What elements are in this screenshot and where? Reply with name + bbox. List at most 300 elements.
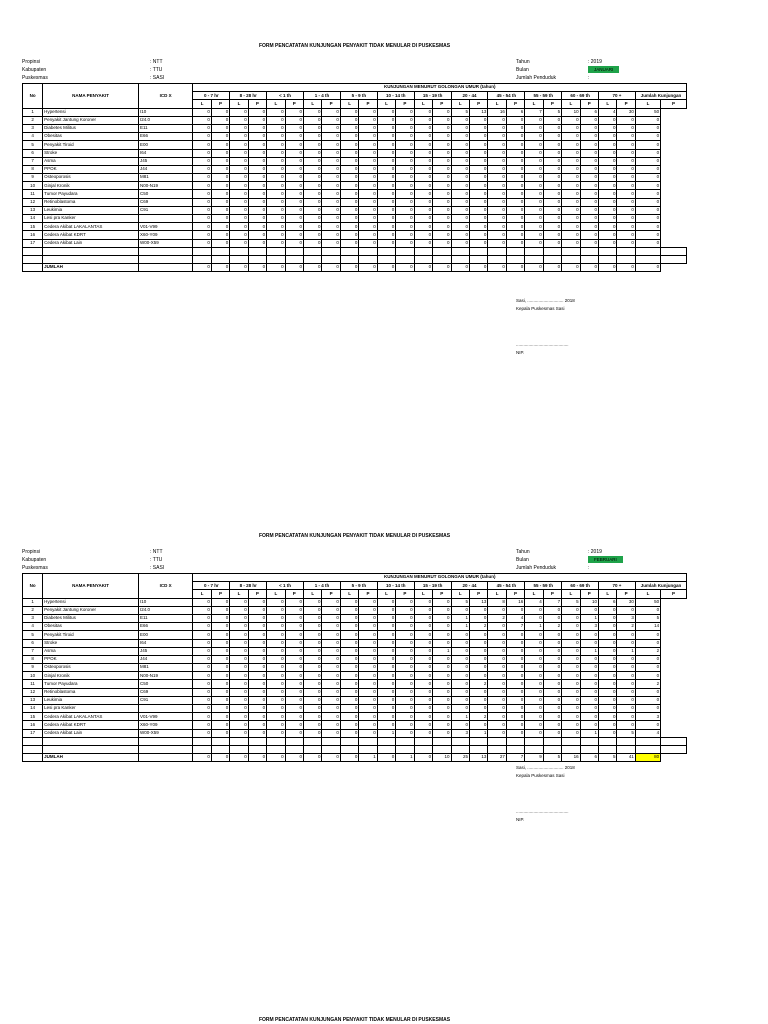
cell-value: 0 xyxy=(267,141,285,149)
cell-empty xyxy=(451,745,469,753)
cell-value: 0 xyxy=(377,215,395,223)
cell-value: 0 xyxy=(599,705,617,713)
cell-value: 0 xyxy=(377,149,395,157)
cell-value: 0 xyxy=(433,705,451,713)
cell-value: 0 xyxy=(599,655,617,663)
cell-value: 0 xyxy=(248,614,266,622)
cell-icd: N00-N19 xyxy=(138,182,192,190)
cell-value: 0 xyxy=(377,721,395,729)
cell-value: 0 xyxy=(340,124,358,132)
cell-value: 0 xyxy=(340,190,358,198)
cell-empty xyxy=(469,247,487,255)
cell-value: 0 xyxy=(506,729,524,737)
cell-value: 0 xyxy=(248,190,266,198)
cell-empty xyxy=(43,255,139,263)
cell-value: 0 xyxy=(396,108,414,116)
col-l: L xyxy=(340,590,358,598)
cell-value: 0 xyxy=(433,680,451,688)
table-row xyxy=(23,721,687,729)
cell-value: 0 xyxy=(359,655,377,663)
cell-value: 0 xyxy=(525,688,543,696)
blank-row xyxy=(23,737,687,745)
cell-value: 0 xyxy=(285,631,303,639)
kunjungan-table xyxy=(22,83,687,272)
cell-value: 0 xyxy=(488,721,506,729)
cell-value: 0 xyxy=(193,672,211,680)
jumlah-value: 0 xyxy=(488,264,506,272)
cell-value: 0 xyxy=(322,149,340,157)
cell-value: 0 xyxy=(359,688,377,696)
cell-icd: C69 xyxy=(138,688,192,696)
cell-value: 7 xyxy=(506,623,524,631)
cell-value: 0 xyxy=(396,190,414,198)
cell-value: 0 xyxy=(562,606,580,614)
table-row xyxy=(23,174,687,182)
cell-value: 0 xyxy=(506,165,524,173)
jumlah-value: 0 xyxy=(304,754,322,762)
cell-value: 0 xyxy=(304,647,322,655)
jumlah-value: 0 xyxy=(433,264,451,272)
cell-value: 0 xyxy=(562,124,580,132)
blank-row xyxy=(23,247,687,255)
penduduk-label: Jumlah Penduduk xyxy=(516,75,557,81)
cell-value: 0 xyxy=(340,116,358,124)
cell-value: 0 xyxy=(469,721,487,729)
cell-value: 0 xyxy=(525,124,543,132)
cell-empty xyxy=(248,255,266,263)
cell-value: 0 xyxy=(396,696,414,704)
place-date: Sasi, ............................. 2018 xyxy=(516,298,575,303)
cell-value: 0 xyxy=(414,165,432,173)
cell-value: 0 xyxy=(433,729,451,737)
cell-icd: N00-N19 xyxy=(138,672,192,680)
cell-value: 0 xyxy=(248,631,266,639)
cell-value: 0 xyxy=(285,215,303,223)
cell-value: 1 xyxy=(580,647,598,655)
puskesmas-value: : SASI xyxy=(150,75,165,81)
cell-value: 0 xyxy=(248,174,266,182)
cell-value: 0 xyxy=(267,614,285,622)
cell-value: 0 xyxy=(304,124,322,132)
cell-value: 30 xyxy=(617,598,635,606)
cell-value: 0 xyxy=(396,705,414,713)
propinsi-label: Propinsi xyxy=(22,549,41,555)
col-no: No xyxy=(23,574,43,599)
col-age-group: < 1 th xyxy=(267,92,304,100)
col-icd: ICD X xyxy=(138,574,192,599)
cell-nama-penyakit: Cedera Akibat KDRT xyxy=(43,231,139,239)
cell-value: 0 xyxy=(469,198,487,206)
cell-empty xyxy=(377,737,395,745)
cell-nama-penyakit: Stroke xyxy=(43,639,139,647)
cell-value: 0 xyxy=(377,614,395,622)
table-row xyxy=(23,631,687,639)
jumlah-value: 6 xyxy=(580,754,598,762)
puskesmas-label: Puskesmas xyxy=(22,75,48,81)
cell-no: 3 xyxy=(23,614,43,622)
cell-value: 0 xyxy=(469,223,487,231)
cell-value: 0 xyxy=(543,116,561,124)
cell-nama-penyakit: Retinoblastoma xyxy=(43,198,139,206)
cell-value: 0 xyxy=(451,231,469,239)
cell-value: 0 xyxy=(193,705,211,713)
cell-value: 0 xyxy=(340,655,358,663)
jumlah-value: 0 xyxy=(617,264,635,272)
col-l: L xyxy=(599,590,617,598)
cell-value: 0 xyxy=(488,729,506,737)
jumlah-value: 0 xyxy=(359,264,377,272)
cell-no: 3 xyxy=(23,124,43,132)
cell-value: 0 xyxy=(377,664,395,672)
cell-no: 16 xyxy=(23,231,43,239)
jumlah-value: 27 xyxy=(488,754,506,762)
signature-block xyxy=(516,297,575,357)
cell-value: 0 xyxy=(285,696,303,704)
cell-value: 0 xyxy=(469,664,487,672)
cell-empty xyxy=(23,745,43,753)
cell-value: 0 xyxy=(617,664,635,672)
cell-value: 0 xyxy=(433,182,451,190)
cell-value: 0 xyxy=(635,165,660,173)
cell-value: 0 xyxy=(359,157,377,165)
cell-value: 0 xyxy=(506,133,524,141)
cell-value: 0 xyxy=(304,672,322,680)
cell-value: 0 xyxy=(506,606,524,614)
cell-empty xyxy=(433,745,451,753)
cell-value: 0 xyxy=(543,680,561,688)
cell-value: 0 xyxy=(635,231,660,239)
cell-value: 0 xyxy=(635,639,660,647)
cell-value: 0 xyxy=(617,705,635,713)
cell-value: 0 xyxy=(451,141,469,149)
cell-value: 0 xyxy=(230,729,248,737)
cell-value: 0 xyxy=(377,165,395,173)
cell-icd: I24.0 xyxy=(138,606,192,614)
cell-empty xyxy=(599,247,617,255)
cell-value: 0 xyxy=(635,149,660,157)
cell-value: 0 xyxy=(285,165,303,173)
cell-value: 0 xyxy=(285,655,303,663)
cell-value: 0 xyxy=(414,174,432,182)
cell-value: 0 xyxy=(322,215,340,223)
jumlah-value: 13 xyxy=(469,754,487,762)
cell-value: 0 xyxy=(543,190,561,198)
cell-value: 0 xyxy=(599,133,617,141)
cell-value: 0 xyxy=(599,190,617,198)
table-row xyxy=(23,215,687,223)
cell-value: 0 xyxy=(617,206,635,214)
jumlah-value: 0 xyxy=(377,264,395,272)
cell-value: 0 xyxy=(359,721,377,729)
cell-value: 0 xyxy=(525,664,543,672)
cell-value: 0 xyxy=(322,174,340,182)
jumlah-value: 10 xyxy=(433,754,451,762)
cell-value: 0 xyxy=(322,655,340,663)
cell-value: 0 xyxy=(304,133,322,141)
blank-row xyxy=(23,745,687,753)
cell-value: 0 xyxy=(635,239,660,247)
cell-icd: C50 xyxy=(138,680,192,688)
cell-icd: X60-Y09 xyxy=(138,231,192,239)
cell-value: 0 xyxy=(506,655,524,663)
cell-value: 0 xyxy=(469,231,487,239)
cell-value: 0 xyxy=(562,198,580,206)
cell-value: 0 xyxy=(193,606,211,614)
cell-value: 0 xyxy=(543,215,561,223)
cell-value: 0 xyxy=(377,631,395,639)
cell-value: 0 xyxy=(211,133,229,141)
cell-value: 0 xyxy=(340,606,358,614)
cell-value: 0 xyxy=(193,198,211,206)
cell-value: 0 xyxy=(267,133,285,141)
cell-value: 0 xyxy=(304,149,322,157)
cell-value: 0 xyxy=(340,614,358,622)
cell-value: 0 xyxy=(248,680,266,688)
cell-empty xyxy=(451,247,469,255)
cell-value: 0 xyxy=(580,606,598,614)
cell-value: 0 xyxy=(230,231,248,239)
cell-value: 0 xyxy=(617,157,635,165)
cell-value: 0 xyxy=(580,223,598,231)
cell-value: 0 xyxy=(506,116,524,124)
cell-empty xyxy=(580,745,598,753)
cell-empty xyxy=(248,737,266,745)
cell-value: 0 xyxy=(304,215,322,223)
cell-value: 0 xyxy=(211,729,229,737)
cell-value: 0 xyxy=(469,141,487,149)
cell-value: 0 xyxy=(488,215,506,223)
cell-value: 0 xyxy=(267,721,285,729)
cell-value: 0 xyxy=(267,623,285,631)
cell-value: 0 xyxy=(230,149,248,157)
cell-value: 0 xyxy=(193,182,211,190)
col-p: P xyxy=(469,100,487,108)
cell-value: 0 xyxy=(230,206,248,214)
cell-value: 0 xyxy=(525,223,543,231)
col-age-group: 10 - 14 th xyxy=(377,582,414,590)
cell-value: 0 xyxy=(599,124,617,132)
cell-value: 0 xyxy=(267,729,285,737)
cell-value: 0 xyxy=(635,116,660,124)
cell-value: 0 xyxy=(617,124,635,132)
cell-value: 0 xyxy=(562,116,580,124)
cell-value: 0 xyxy=(211,116,229,124)
cell-icd xyxy=(138,705,192,713)
cell-value: 0 xyxy=(359,614,377,622)
cell-value: 0 xyxy=(451,647,469,655)
cell-value: 0 xyxy=(267,231,285,239)
cell-empty xyxy=(267,737,285,745)
cell-value: 0 xyxy=(267,672,285,680)
cell-value: 0 xyxy=(506,141,524,149)
cell-value: 0 xyxy=(359,133,377,141)
cell-value: 0 xyxy=(285,623,303,631)
kabupaten-label: Kabupaten xyxy=(22,557,47,563)
cell-value: 0 xyxy=(230,655,248,663)
cell-value: 1 xyxy=(451,713,469,721)
col-l: L xyxy=(304,590,322,598)
cell-value: 0 xyxy=(377,190,395,198)
cell-empty xyxy=(23,255,43,263)
cell-value: 0 xyxy=(635,182,660,190)
cell-value: 6 xyxy=(506,108,524,116)
cell-value: 0 xyxy=(267,239,285,247)
cell-value: 0 xyxy=(322,108,340,116)
cell-value: 0 xyxy=(377,133,395,141)
col-l: L xyxy=(525,100,543,108)
cell-empty xyxy=(469,255,487,263)
cell-value: 0 xyxy=(396,664,414,672)
cell-value: 0 xyxy=(525,721,543,729)
cell-value: 0 xyxy=(211,606,229,614)
propinsi-label: Propinsi xyxy=(22,59,41,65)
cell-value: 0 xyxy=(580,116,598,124)
cell-value: 0 xyxy=(488,190,506,198)
cell-value: 0 xyxy=(322,606,340,614)
cell-value: 1 xyxy=(580,614,598,622)
cell-value: 0 xyxy=(359,623,377,631)
cell-value: 0 xyxy=(211,655,229,663)
cell-value: 0 xyxy=(377,598,395,606)
cell-value: 0 xyxy=(193,647,211,655)
cell-value: 0 xyxy=(562,729,580,737)
cell-value: 0 xyxy=(267,606,285,614)
cell-value: 0 xyxy=(469,174,487,182)
cell-no: 5 xyxy=(23,631,43,639)
cell-value: 1 xyxy=(377,729,395,737)
cell-value: 0 xyxy=(211,157,229,165)
cell-empty xyxy=(617,255,635,263)
cell-empty xyxy=(211,247,229,255)
cell-empty xyxy=(414,745,432,753)
cell-value: 0 xyxy=(562,141,580,149)
cell-no: 13 xyxy=(23,206,43,214)
jumlah-value: 0 xyxy=(193,264,211,272)
cell-value: 0 xyxy=(304,614,322,622)
cell-value: 0 xyxy=(414,623,432,631)
header-left xyxy=(22,58,164,82)
cell-empty xyxy=(285,737,303,745)
cell-value: 0 xyxy=(230,639,248,647)
cell-value: 0 xyxy=(451,631,469,639)
cell-empty xyxy=(211,255,229,263)
cell-value: 0 xyxy=(414,231,432,239)
cell-value: 1 xyxy=(451,614,469,622)
cell-value: 0 xyxy=(635,124,660,132)
cell-value: 0 xyxy=(304,664,322,672)
cell-icd: M81 xyxy=(138,174,192,182)
cell-icd: I64 xyxy=(138,639,192,647)
cell-value: 0 xyxy=(359,182,377,190)
cell-value: 0 xyxy=(322,141,340,149)
cell-value: 0 xyxy=(599,141,617,149)
cell-value: 0 xyxy=(230,215,248,223)
cell-nama-penyakit: Asma xyxy=(43,647,139,655)
cell-empty xyxy=(433,247,451,255)
cell-value: 0 xyxy=(359,696,377,704)
cell-value: 0 xyxy=(230,705,248,713)
cell-value: 0 xyxy=(580,124,598,132)
cell-value: 0 xyxy=(414,696,432,704)
cell-value: 0 xyxy=(525,647,543,655)
cell-value: 0 xyxy=(599,639,617,647)
cell-value: 0 xyxy=(248,721,266,729)
cell-value: 0 xyxy=(414,647,432,655)
cell-value: 0 xyxy=(322,157,340,165)
col-age-group: 15 - 19 th xyxy=(414,582,451,590)
cell-value: 0 xyxy=(414,639,432,647)
cell-value: 0 xyxy=(359,606,377,614)
cell-value: 0 xyxy=(488,664,506,672)
cell-value: 0 xyxy=(193,165,211,173)
cell-value: 0 xyxy=(599,231,617,239)
cell-empty xyxy=(248,745,266,753)
cell-value: 0 xyxy=(617,198,635,206)
cell-empty xyxy=(469,745,487,753)
cell-value: 0 xyxy=(211,721,229,729)
cell-value: 0 xyxy=(285,223,303,231)
cell-nama-penyakit: Osteoporosis xyxy=(43,174,139,182)
cell-value: 0 xyxy=(562,639,580,647)
header-row-group xyxy=(23,84,687,92)
cell-value: 0 xyxy=(525,149,543,157)
col-jumlah-kunjungan: Jumlah Kunjungan xyxy=(635,92,686,100)
cell-value: 0 xyxy=(396,198,414,206)
cell-nama-penyakit: Cedera Akibat KDRT xyxy=(43,721,139,729)
cell-value: 0 xyxy=(396,239,414,247)
cell-value: 0 xyxy=(340,149,358,157)
cell-icd: X60-Y09 xyxy=(138,721,192,729)
cell-value: 0 xyxy=(635,206,660,214)
cell-empty xyxy=(138,247,192,255)
cell-value: 0 xyxy=(230,672,248,680)
cell-value: 0 xyxy=(193,223,211,231)
cell-value: 0 xyxy=(580,206,598,214)
cell-value: 0 xyxy=(525,206,543,214)
cell-value: 0 xyxy=(211,231,229,239)
form-title: FORM PENCATATAN KUNJUNGAN PENYAKIT TIDAK MENULAR DI PUSKESMAS xyxy=(258,1017,451,1023)
cell-value: 5 xyxy=(543,108,561,116)
cell-value: 0 xyxy=(543,124,561,132)
cell-value: 0 xyxy=(506,223,524,231)
cell-value: 0 xyxy=(580,713,598,721)
cell-value: 0 xyxy=(562,688,580,696)
jumlah-value: 1 xyxy=(359,754,377,762)
cell-value: 0 xyxy=(304,606,322,614)
cell-value: 0 xyxy=(451,239,469,247)
cell-value: 0 xyxy=(525,157,543,165)
cell-value: 0 xyxy=(488,631,506,639)
cell-value: 0 xyxy=(635,721,660,729)
cell-value: 0 xyxy=(543,606,561,614)
jumlah-value: 0 xyxy=(193,754,211,762)
cell-no: 8 xyxy=(23,655,43,663)
cell-value: 0 xyxy=(451,149,469,157)
cell-value: 0 xyxy=(396,598,414,606)
cell-empty xyxy=(433,255,451,263)
cell-value: 0 xyxy=(469,239,487,247)
cell-value: 0 xyxy=(340,696,358,704)
cell-value: 0 xyxy=(506,696,524,704)
cell-value: 0 xyxy=(377,647,395,655)
table-row xyxy=(23,141,687,149)
cell-value: 0 xyxy=(267,198,285,206)
cell-value: 0 xyxy=(488,680,506,688)
cell-icd: I64 xyxy=(138,149,192,157)
cell-value: 0 xyxy=(230,696,248,704)
col-p: P xyxy=(617,100,635,108)
cell-empty xyxy=(635,255,660,263)
